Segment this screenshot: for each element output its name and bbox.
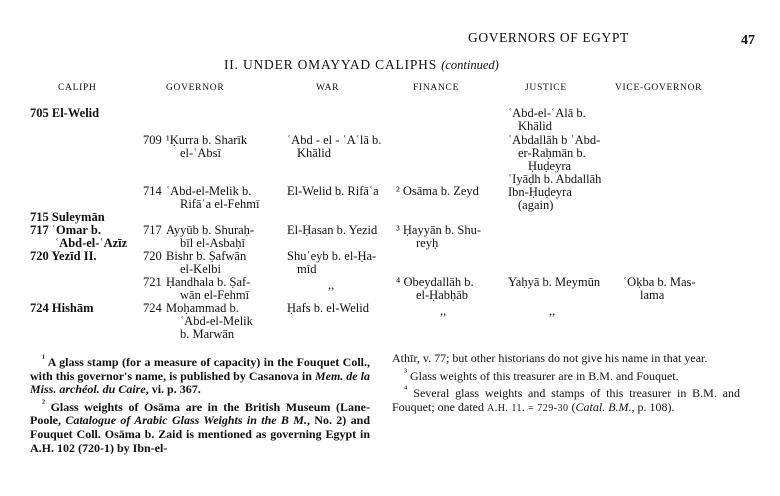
section-title-text: II. UNDER OMAYYAD CALIPHS — [224, 57, 438, 72]
section-continued: (continued) — [441, 58, 499, 72]
page-number: 47 — [741, 33, 755, 48]
governor-717-year: 717 — [143, 223, 162, 237]
governor-724-year: 724 — [143, 301, 162, 315]
vice-721-line1: ʿOḳba b. Mas- — [623, 275, 696, 289]
war-720-line2: mīd — [297, 262, 317, 276]
col-head-caliph: CALIPH — [58, 83, 97, 93]
footnotes-left — [30, 352, 370, 455]
justice-709-line6: (again) — [518, 198, 554, 212]
footnote-1 — [30, 352, 370, 397]
col-head-vice-governor: VICE-GOVERNOR — [615, 83, 703, 93]
caliph-717-line2: ʿAbd-el-ʿAzīz — [55, 236, 128, 250]
footnote-2-italic: Catalogue of Arabic Glass Weights in the B M. — [65, 413, 307, 428]
footnote-4-italic: Catal. B.M. — [575, 399, 632, 414]
footnote-2-continued — [392, 352, 740, 366]
col-head-justice: JUSTICE — [525, 83, 567, 93]
col-head-war: WAR — [316, 83, 340, 93]
footnotes-right — [392, 352, 740, 415]
finance-724-ditto: ,, — [440, 304, 447, 318]
footnote-2-tail: , No. 2) and Fouquet Coll. Osāma b. Zaid is mentioned as governing Egypt in A.H. 102 (720-1) by Ibn-el- — [30, 413, 370, 455]
footnote-1-italic: Mem. de la Miss. archéol. du Caire — [30, 368, 370, 397]
caliph-724: 724 Hishām — [30, 301, 94, 315]
war-709-line1: ʿAbd - el - ʿAʿlā b. — [287, 133, 382, 147]
footnote-4-open: ( — [568, 399, 576, 414]
col-head-governor: GOVERNOR — [166, 83, 225, 93]
war-717: El-Ḥasan b. Yezid — [287, 223, 378, 237]
governor-720-year: 720 — [143, 249, 162, 263]
justice-705-line1: ʿAbd-el-ʿAlā b. — [508, 106, 586, 120]
governor-717-line1: Ayyūb b. Shuraḥ- — [166, 223, 255, 237]
footnote-1-text: A glass stamp (for a measure of capacity) in the Fouquet Coll., with this governor's name, is published by Casanova in — [30, 355, 370, 383]
justice-709-line2: er-Raḥmān b. — [518, 146, 586, 160]
caliph-717-line1: 717 ʿOmar b. — [30, 223, 101, 237]
governor-721-line2: wān el-Fehmī — [180, 288, 250, 302]
caliph-715: 715 Suleymān — [30, 210, 105, 224]
footnote-4 — [392, 383, 740, 415]
governor-709-line1: ¹Ḳurra b. Sharīk — [166, 133, 248, 147]
governor-721-year: 721 — [143, 275, 162, 289]
governor-709-line2: el-ʿAbsī — [180, 146, 221, 160]
justice-721: Yaḥyā b. Meymūn — [508, 275, 601, 289]
governor-709-year: 709 — [143, 133, 162, 147]
justice-709-line4: ʿIyāḍh b. Abdallāh — [508, 172, 602, 186]
running-title: GOVERNORS OF EGYPT — [468, 30, 629, 45]
footnote-1-mark: ¹ — [42, 353, 45, 364]
footnote-2 — [30, 397, 370, 455]
governor-724-line2: ʿAbd-el-Melik — [180, 314, 253, 328]
war-720-line1: Shuʿeyb b. el-Ḥa- — [287, 249, 377, 263]
governor-720-line2: el-Kelbi — [180, 262, 221, 276]
justice-705-line2: Khālid — [518, 119, 553, 133]
footnote-4-text: Several glass weights and stamps of this treasurer in B.M. and Fouquet; one dated — [392, 386, 740, 414]
governor-724-line1: Moḥammad b. — [166, 301, 239, 315]
col-head-finance: FINANCE — [413, 83, 460, 93]
war-714: El-Welid b. Rifāʿa — [287, 184, 379, 198]
footnote-4-tail: , p. 108). — [631, 399, 675, 414]
footnote-4-mark: ⁴ — [404, 384, 408, 396]
footnote-4-date: A.H. 11. = 729-30 — [486, 402, 569, 414]
footnote-2-text: Glass weights of Osāma are in the British Museum (Lane-Poole, — [30, 399, 370, 428]
governor-720-line1: Bishr b. Ṣafwān — [166, 249, 247, 263]
footnote-2-mark: ² — [42, 397, 45, 409]
section-title — [224, 57, 499, 73]
finance-717-line2: reyḥ — [416, 236, 439, 250]
caliph-720: 720 Yezīd II. — [30, 249, 97, 263]
war-709-line2: Khālid — [297, 146, 332, 160]
justice-709-line5: Ibn-Ḥuḍeyra — [508, 185, 572, 199]
footnote-2-continued-text: Athīr, v. 77; but other historians do not give his name in that year. — [392, 351, 708, 365]
vice-721-line2: lama — [640, 288, 665, 302]
governor-724-line3: b. Marwān — [180, 327, 235, 341]
justice-709-line3: Ḥuḍeyra — [528, 159, 572, 173]
governor-714-line1: ʿAbd-el-Melik b. — [166, 184, 252, 198]
war-724: Ḥafs b. el-Welid — [287, 301, 369, 315]
finance-721-line1: ⁴ Obeydallāh b. — [396, 275, 474, 289]
governor-717-line2: bīl el-Asbaḥī — [180, 236, 245, 250]
justice-724-ditto: ,, — [549, 304, 556, 318]
governor-714-year: 714 — [143, 184, 162, 198]
footnote-3-mark: ³ — [404, 366, 407, 378]
caliph-705: 705 El-Welid — [30, 106, 100, 120]
justice-709-line1: ʿAbdallāh b ʿAbd- — [508, 133, 601, 147]
war-721-ditto: ,, — [328, 278, 335, 292]
footnote-1-tail: , vi. p. 367. — [145, 382, 201, 397]
finance-714: ² Osāma b. Zeyd — [396, 184, 479, 198]
governor-721-line1: Ḥandhala b. Ṣaf- — [166, 275, 251, 289]
finance-721-line2: el-Ḥabḥāb — [416, 288, 469, 302]
footnote-3-text: Glass weights of this treasurer are in B.M. and Fouquet. — [407, 368, 679, 383]
governor-714-line2: Rifāʿa el-Fehmī — [180, 197, 260, 211]
finance-717-line1: ³ Ḥayyān b. Shu- — [396, 223, 481, 237]
footnote-3 — [392, 366, 740, 384]
